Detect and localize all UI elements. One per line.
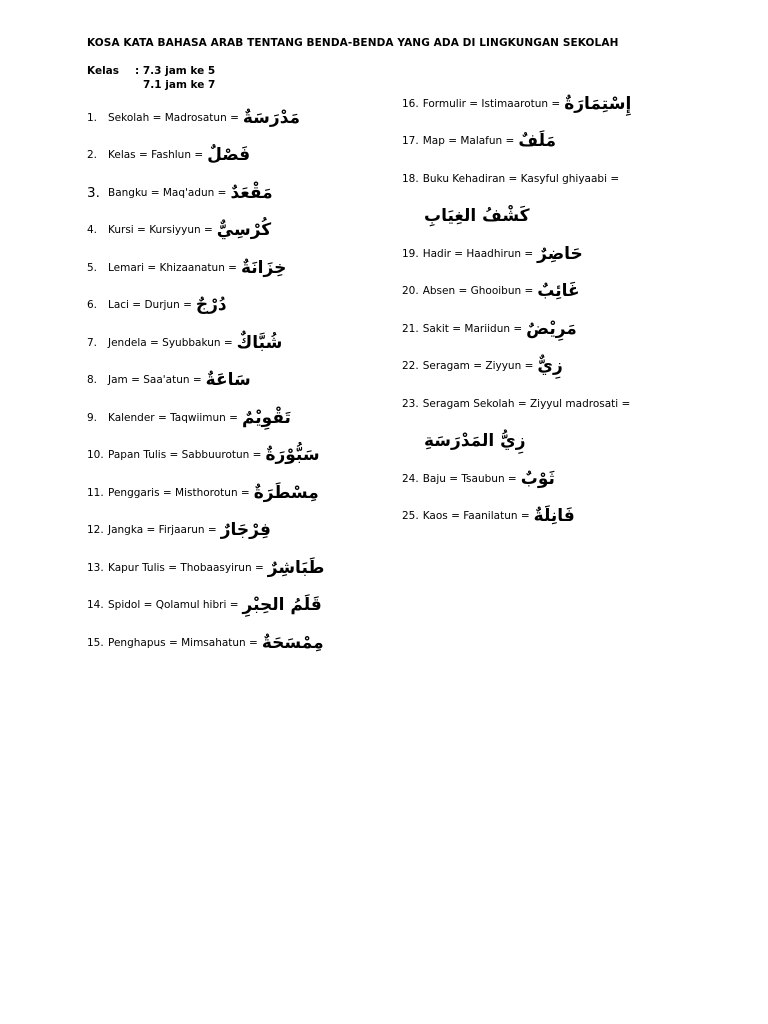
arabic-word: فَانِلَةٌ bbox=[533, 506, 575, 527]
item-text: Buku Kehadiran = Kasyful ghiyaabi = bbox=[422, 172, 620, 185]
vocab-item bbox=[87, 174, 387, 212]
vocab-item bbox=[87, 212, 387, 250]
arabic-word: قَلَمُ الحِبْرِ bbox=[242, 595, 322, 616]
item-number: 2. bbox=[87, 149, 98, 162]
item-text: Penghapus = Mimsahatun = bbox=[108, 636, 258, 649]
item-number: 10. bbox=[87, 449, 104, 462]
vocab-item bbox=[402, 85, 732, 123]
vocab-item bbox=[402, 123, 732, 161]
item-text: Seragam = Ziyyun = bbox=[422, 360, 534, 373]
item-number: 11. bbox=[87, 486, 104, 499]
vocab-item bbox=[402, 235, 732, 273]
vocab-item bbox=[87, 624, 387, 662]
vocab-item bbox=[402, 385, 732, 423]
item-number: 9. bbox=[87, 411, 98, 424]
item-text: Jangka = Firjaarun = bbox=[108, 524, 217, 537]
arabic-word: مَقْعَدٌ bbox=[230, 182, 273, 203]
item-number: 1. bbox=[87, 111, 98, 124]
item-number: 18. bbox=[402, 172, 419, 185]
arabic-continuation bbox=[402, 423, 732, 461]
item-number: 16. bbox=[402, 97, 419, 110]
vocab-item bbox=[402, 273, 732, 311]
arabic-word: فِرْجَارٌ bbox=[220, 520, 271, 541]
item-text: Kaos = Faanilatun = bbox=[422, 510, 530, 523]
vocab-item bbox=[87, 587, 387, 625]
item-text: Sekolah = Madrosatun = bbox=[108, 111, 239, 124]
vocab-item bbox=[87, 474, 387, 512]
item-number: 25. bbox=[402, 510, 419, 523]
vocab-item bbox=[402, 498, 732, 536]
vocab-item bbox=[87, 399, 387, 437]
arabic-word: إِسْتِمَارَةٌ bbox=[564, 93, 632, 114]
item-text: Bangku = Maq'adun = bbox=[108, 186, 227, 199]
arabic-word: مِمْسَحَةٌ bbox=[261, 632, 324, 653]
arabic-word: ثَوْبٌ bbox=[520, 468, 555, 489]
item-text: Kursi = Kursiyyun = bbox=[108, 224, 213, 237]
item-text: Papan Tulis = Sabbuurotun = bbox=[108, 449, 262, 462]
arabic-word: خِزَانَةٌ bbox=[240, 257, 287, 278]
arabic-word: زِيُّ المَدْرَسَةِ bbox=[424, 431, 526, 452]
item-text: Formulir = Istimaarotun = bbox=[422, 97, 561, 110]
item-number: 24. bbox=[402, 472, 419, 485]
class-info-row-1 bbox=[87, 64, 215, 78]
item-number: 12. bbox=[87, 524, 104, 537]
item-text: Spidol = Qolamul hibri = bbox=[108, 599, 239, 612]
item-number: 7. bbox=[87, 336, 98, 349]
vocab-item bbox=[402, 460, 732, 498]
arabic-word: شُبَّاكٌ bbox=[236, 332, 283, 353]
item-text: Kelas = Fashlun = bbox=[108, 149, 204, 162]
arabic-word: سَبُّوْرَةٌ bbox=[265, 445, 320, 466]
arabic-word: غَائِبٌ bbox=[537, 281, 580, 302]
arabic-word: طَبَاشِرٌ bbox=[267, 557, 325, 578]
item-text: Jam = Saa'atun = bbox=[108, 374, 202, 387]
vocab-item bbox=[402, 160, 732, 198]
item-text: Kalender = Taqwiimun = bbox=[108, 411, 238, 424]
item-number: 5. bbox=[87, 261, 98, 274]
item-text: Laci = Durjun = bbox=[108, 299, 192, 312]
item-text: Map = Malafun = bbox=[422, 135, 515, 148]
vocab-item bbox=[87, 249, 387, 287]
class-value-2: 7.1 jam ke 7 bbox=[143, 79, 216, 91]
item-text: Penggaris = Misthorotun = bbox=[108, 486, 250, 499]
item-number: 15. bbox=[87, 636, 104, 649]
item-number: 14. bbox=[87, 599, 104, 612]
vocab-item bbox=[87, 512, 387, 550]
arabic-word: زِيٌّ bbox=[537, 356, 563, 377]
arabic-word: كُرْسِيٌّ bbox=[216, 220, 272, 241]
item-number: 13. bbox=[87, 561, 104, 574]
class-label: Kelas bbox=[87, 65, 120, 77]
arabic-word: مِسْطَرَةٌ bbox=[253, 482, 319, 503]
item-text: Lemari = Khizaanatun = bbox=[108, 261, 237, 274]
vocab-item bbox=[87, 287, 387, 325]
vocab-item bbox=[87, 549, 387, 587]
arabic-word: سَاعَةٌ bbox=[205, 370, 251, 391]
arabic-word: مَلَفٌ bbox=[518, 131, 557, 152]
item-number: 22. bbox=[402, 360, 419, 373]
class-value-1: : 7.3 jam ke 5 bbox=[135, 65, 216, 77]
vocab-list-right bbox=[402, 85, 732, 535]
item-text: Kapur Tulis = Thobaasyirun = bbox=[108, 561, 264, 574]
arabic-word: كَشْفُ الغِيَابِ bbox=[424, 206, 530, 227]
class-info bbox=[87, 64, 215, 92]
arabic-word: حَاضِرٌ bbox=[537, 243, 583, 264]
class-info-row-2 bbox=[87, 78, 215, 92]
vocab-item bbox=[87, 99, 387, 137]
item-number: 21. bbox=[402, 322, 419, 335]
item-text: Seragam Sekolah = Ziyyul madrosati = bbox=[422, 397, 631, 410]
arabic-continuation bbox=[402, 198, 732, 236]
arabic-word: مَدْرَسَةٌ bbox=[242, 107, 301, 128]
item-text: Sakit = Mariidun = bbox=[422, 322, 523, 335]
vocab-item bbox=[87, 362, 387, 400]
item-text: Absen = Ghooibun = bbox=[422, 285, 534, 298]
vocab-item bbox=[87, 137, 387, 175]
item-number: 4. bbox=[87, 224, 98, 237]
item-number: 3. bbox=[87, 184, 100, 201]
vocab-item bbox=[87, 437, 387, 475]
arabic-word: فَصْلٌ bbox=[207, 145, 251, 166]
item-number: 6. bbox=[87, 299, 98, 312]
arabic-word: دُرْجٌ bbox=[195, 295, 227, 316]
document-title: KOSA KATA BAHASA ARAB TENTANG BENDA-BENDA YANG ADA DI LINGKUNGAN SEKOLAH bbox=[87, 37, 619, 49]
arabic-word: تَقْوِيْمٌ bbox=[241, 407, 291, 428]
item-text: Jendela = Syubbakun = bbox=[108, 336, 233, 349]
item-text: Baju = Tsaubun = bbox=[422, 472, 517, 485]
vocab-item bbox=[402, 310, 732, 348]
item-number: 17. bbox=[402, 135, 419, 148]
vocab-item bbox=[402, 348, 732, 386]
item-number: 20. bbox=[402, 285, 419, 298]
vocab-item bbox=[87, 324, 387, 362]
item-text: Hadir = Haadhirun = bbox=[422, 247, 534, 260]
item-number: 19. bbox=[402, 247, 419, 260]
item-number: 23. bbox=[402, 397, 419, 410]
vocab-list-left bbox=[87, 99, 387, 662]
arabic-word: مَرِيْضٌ bbox=[526, 318, 577, 339]
item-number: 8. bbox=[87, 374, 98, 387]
